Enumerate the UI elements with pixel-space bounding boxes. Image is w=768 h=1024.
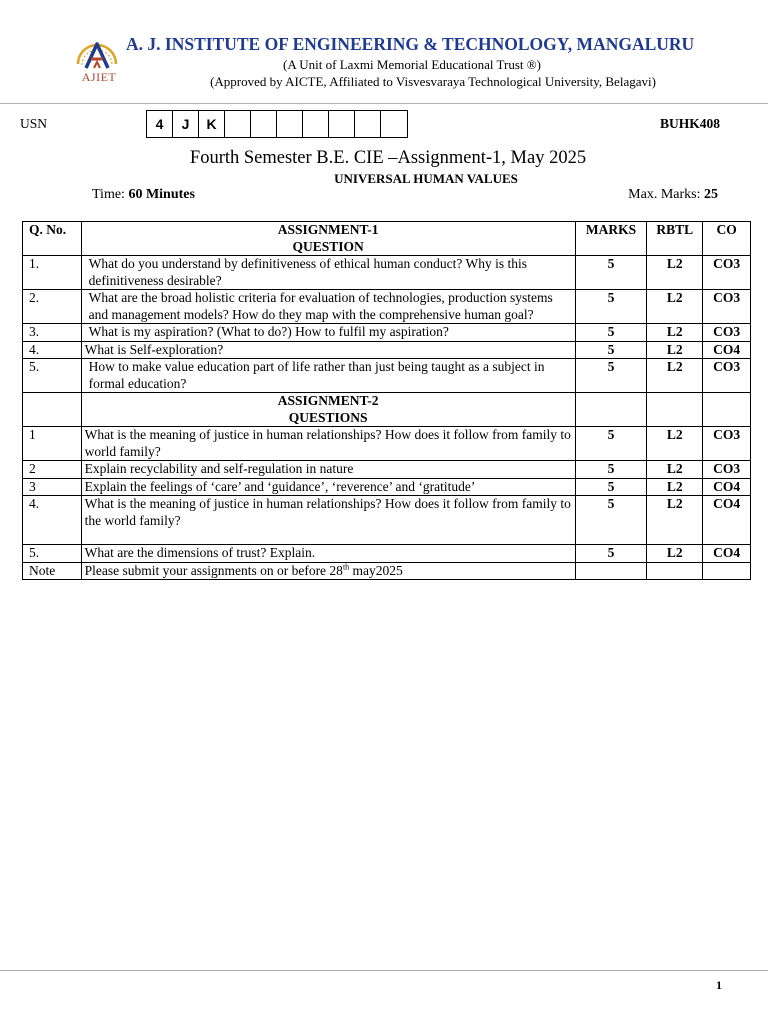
usn-box: 4 bbox=[147, 111, 173, 137]
question-number: 3 bbox=[23, 478, 82, 496]
question-rbtl: L2 bbox=[647, 496, 703, 545]
institute-subtitle-trust: (A Unit of Laxmi Memorial Educational Trust ®) bbox=[283, 57, 541, 72]
section-header-row bbox=[23, 393, 751, 427]
subject-name: UNIVERSAL HUMAN VALUES bbox=[334, 171, 518, 186]
table-row bbox=[23, 341, 751, 359]
max-marks bbox=[628, 187, 718, 203]
note-text-main: Please submit your assignments on or before 28 bbox=[84, 562, 343, 578]
marks-label: Max. Marks: bbox=[628, 187, 704, 202]
question-text: What is my aspiration? (What to do?) How to fulfil my aspiration? bbox=[81, 324, 575, 342]
question-co: CO4 bbox=[703, 341, 751, 359]
exam-title: Fourth Semester B.E. CIE –Assignment-1, May 2025 bbox=[189, 148, 587, 168]
question-number: 5. bbox=[23, 359, 82, 393]
exam-time bbox=[92, 187, 195, 203]
question-marks: 5 bbox=[575, 496, 647, 545]
table-header-row bbox=[23, 222, 751, 256]
question-co: CO4 bbox=[703, 496, 751, 545]
question-co: CO3 bbox=[703, 461, 751, 479]
question-number: 1. bbox=[23, 256, 82, 290]
header-divider bbox=[0, 103, 768, 104]
header-question-line2: QUESTION bbox=[292, 238, 364, 254]
question-number: 1 bbox=[23, 427, 82, 461]
question-marks: 5 bbox=[575, 545, 647, 563]
usn-box bbox=[303, 111, 329, 137]
header-marks: MARKS bbox=[575, 222, 647, 256]
institute-name: A. J. INSTITUTE OF ENGINEERING & TECHNOLOGY, MANGALURU bbox=[126, 34, 695, 54]
question-rbtl: L2 bbox=[647, 359, 703, 393]
footer-divider bbox=[0, 970, 768, 971]
question-marks: 5 bbox=[575, 290, 647, 324]
table-row bbox=[23, 478, 751, 496]
institute-subtitle-approval: (Approved by AICTE, Affiliated to Visvesvaraya Technological University, Belagavi) bbox=[210, 74, 656, 89]
question-rbtl: L2 bbox=[647, 341, 703, 359]
question-rbtl: L2 bbox=[647, 256, 703, 290]
usn-box: J bbox=[173, 111, 199, 137]
table-row bbox=[23, 290, 751, 324]
question-marks: 5 bbox=[575, 427, 647, 461]
question-rbtl: L2 bbox=[647, 478, 703, 496]
header-question bbox=[81, 222, 575, 256]
question-text: What is the meaning of justice in human relationships? How does it follow from family to the world family? bbox=[81, 496, 575, 545]
question-rbtl: L2 bbox=[647, 461, 703, 479]
note-text-end: may2025 bbox=[349, 562, 403, 578]
question-number: 4. bbox=[23, 341, 82, 359]
question-text: What is Self-exploration? bbox=[81, 341, 575, 359]
question-co: CO4 bbox=[703, 545, 751, 563]
section-empty-cell bbox=[647, 393, 703, 427]
table-row bbox=[23, 545, 751, 563]
table-row bbox=[23, 461, 751, 479]
question-marks: 5 bbox=[575, 256, 647, 290]
question-text: How to make value education part of life rather than just being taught as a subject in formal education? bbox=[81, 359, 575, 393]
question-text: What do you understand by definitiveness of ethical human conduct? Why is this definitiveness desirable? bbox=[81, 256, 575, 290]
question-marks: 5 bbox=[575, 341, 647, 359]
usn-box bbox=[381, 111, 407, 137]
question-number: 2 bbox=[23, 461, 82, 479]
course-code: BUHK408 bbox=[659, 116, 720, 131]
question-marks: 5 bbox=[575, 359, 647, 393]
question-co: CO3 bbox=[703, 256, 751, 290]
question-co: CO3 bbox=[703, 290, 751, 324]
note-label: Note bbox=[23, 562, 82, 580]
header-rbtl: RBTL bbox=[647, 222, 703, 256]
section-title-line2: QUESTIONS bbox=[288, 409, 368, 425]
question-text: Explain recyclability and self-regulation in nature bbox=[81, 461, 575, 479]
time-value: 60 Minutes bbox=[128, 187, 195, 202]
question-number: 2. bbox=[23, 290, 82, 324]
usn-box bbox=[277, 111, 303, 137]
section-title bbox=[81, 393, 575, 427]
table-row bbox=[23, 427, 751, 461]
question-number: 3. bbox=[23, 324, 82, 342]
table-row bbox=[23, 359, 751, 393]
note-row bbox=[23, 562, 751, 580]
time-label: Time: bbox=[92, 187, 129, 202]
section-empty-cell bbox=[575, 393, 647, 427]
usn-box bbox=[329, 111, 355, 137]
note-empty-cell bbox=[703, 562, 751, 580]
question-co: CO3 bbox=[703, 427, 751, 461]
header-question-line1: ASSIGNMENT-1 bbox=[277, 222, 379, 237]
question-text: What are the dimensions of trust? Explain. bbox=[81, 545, 575, 563]
question-rbtl: L2 bbox=[647, 545, 703, 563]
usn-boxes bbox=[146, 110, 408, 138]
questions-table bbox=[22, 221, 751, 580]
question-marks: 5 bbox=[575, 461, 647, 479]
question-text: Explain the feelings of ‘care’ and ‘guidance’, ‘reverence’ and ‘gratitude’ bbox=[81, 478, 575, 496]
usn-label: USN bbox=[20, 116, 48, 131]
table-row bbox=[23, 496, 751, 545]
usn-box bbox=[251, 111, 277, 137]
question-text: What are the broad holistic criteria for evaluation of technologies, production systems and management models? How do they map with the comprehensive human goal? bbox=[81, 290, 575, 324]
usn-box: K bbox=[199, 111, 225, 137]
logo-text: AJIET bbox=[81, 70, 117, 84]
table-row bbox=[23, 324, 751, 342]
note-text-sup: th bbox=[342, 562, 350, 571]
question-co: CO3 bbox=[703, 359, 751, 393]
question-rbtl: L2 bbox=[647, 427, 703, 461]
question-rbtl: L2 bbox=[647, 324, 703, 342]
header-qno: Q. No. bbox=[23, 222, 82, 256]
usn-box bbox=[355, 111, 381, 137]
question-number: 4. bbox=[23, 496, 82, 545]
usn-box bbox=[225, 111, 251, 137]
question-number: 5. bbox=[23, 545, 82, 563]
question-marks: 5 bbox=[575, 324, 647, 342]
marks-value: 25 bbox=[704, 187, 718, 202]
section-title-line1: ASSIGNMENT-2 bbox=[277, 393, 379, 408]
question-marks: 5 bbox=[575, 478, 647, 496]
question-text: What is the meaning of justice in human relationships? How does it follow from family to world family? bbox=[81, 427, 575, 461]
question-co: CO4 bbox=[703, 478, 751, 496]
note-text bbox=[81, 562, 575, 580]
note-empty-cell bbox=[575, 562, 647, 580]
question-co: CO3 bbox=[703, 324, 751, 342]
header-co: CO bbox=[703, 222, 751, 256]
section-empty-cell bbox=[23, 393, 82, 427]
question-rbtl: L2 bbox=[647, 290, 703, 324]
page-number: 1 bbox=[716, 978, 722, 992]
table-row bbox=[23, 256, 751, 290]
note-empty-cell bbox=[647, 562, 703, 580]
section-empty-cell bbox=[703, 393, 751, 427]
